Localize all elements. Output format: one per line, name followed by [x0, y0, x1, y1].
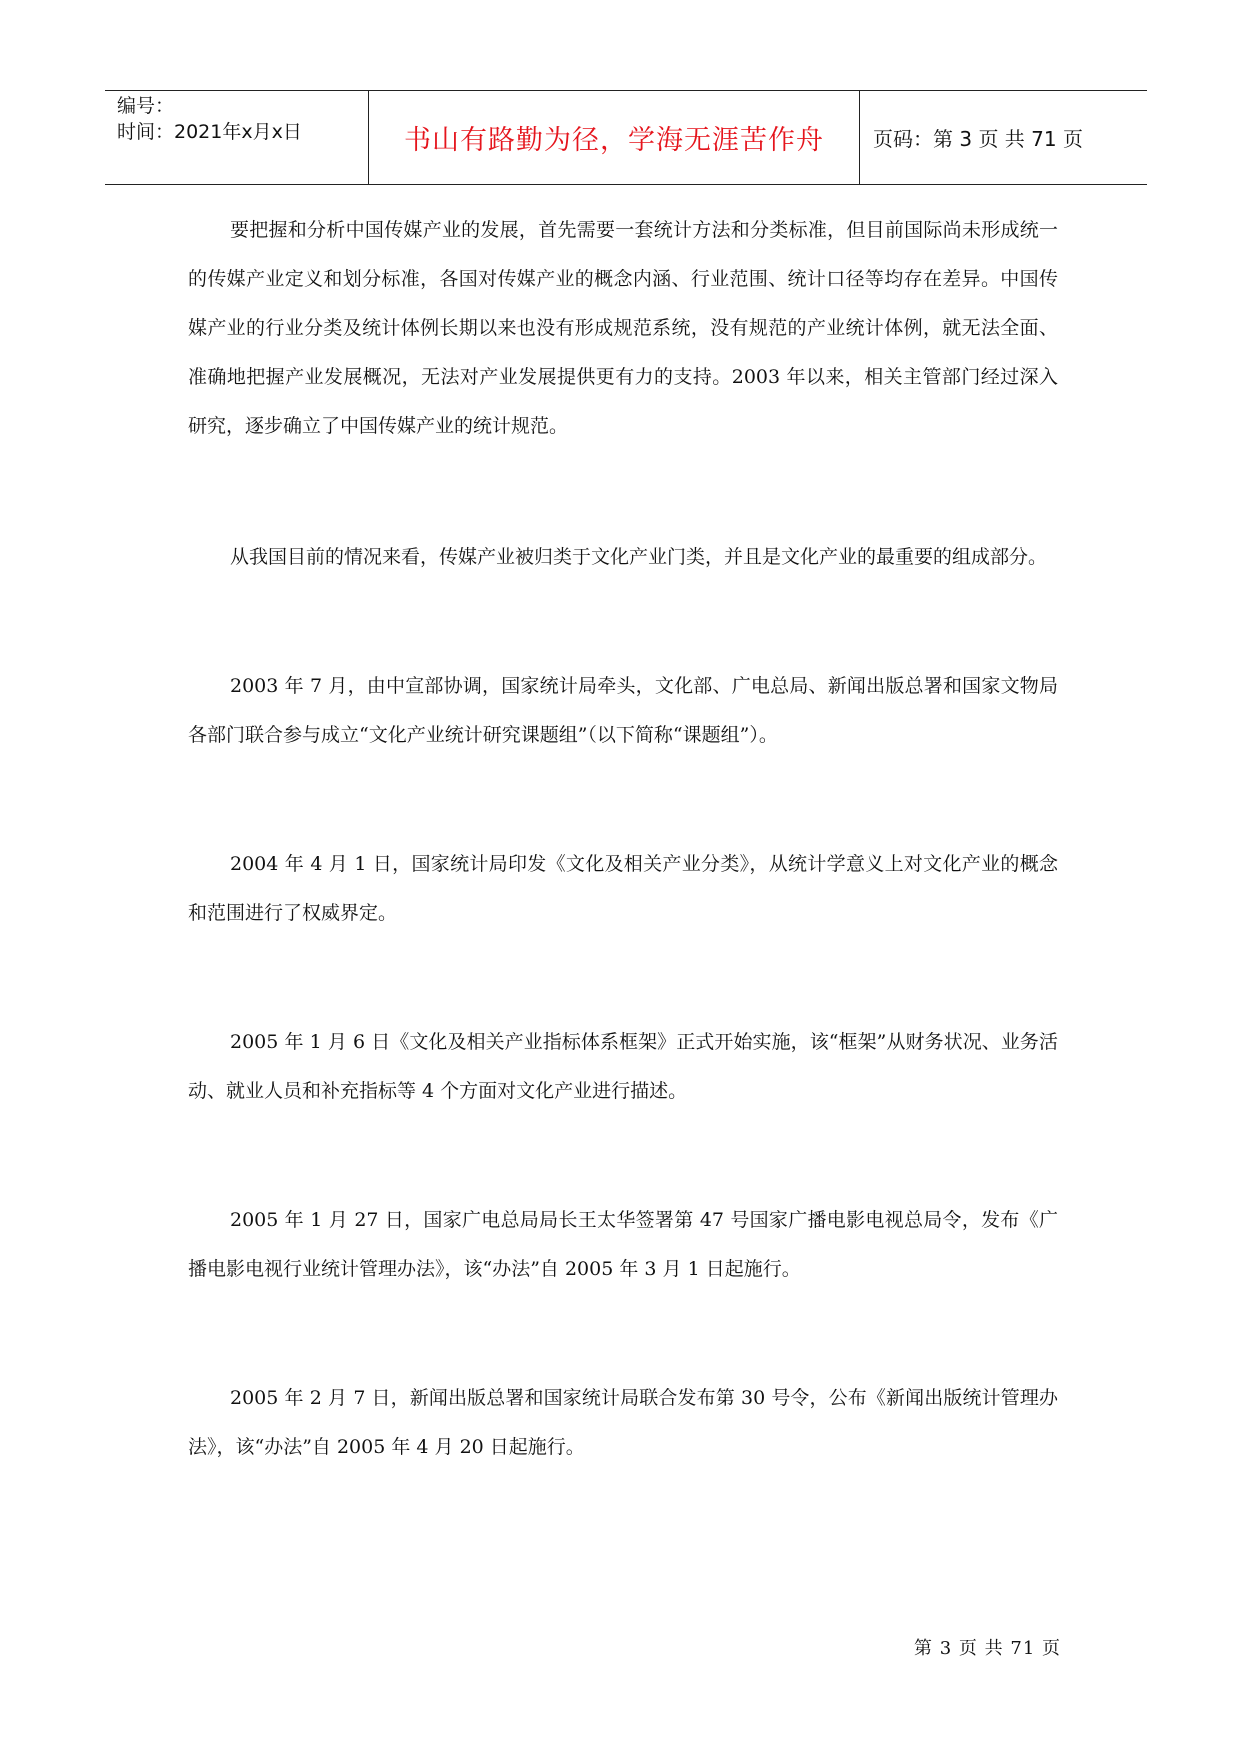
document-body [188, 206, 1058, 1552]
document-time-label: 时间：2021年x月x日 [117, 121, 302, 143]
header-meta [117, 93, 367, 145]
page-header [105, 90, 1147, 185]
page-footer-number: 第 3 页 共 71 页 [914, 1638, 1061, 1659]
body-paragraph: 要把握和分析中国传媒产业的发展，首先需要一套统计方法和分类标准，但目前国际尚未形成统一的传媒产业定义和划分标准，各国对传媒产业的概念内涵、行业范围、统计口径等均存在差异。中国传媒产业的行业分类及统计体例长期以来也没有形成规范系统，没有规范的产业统计体例，就无法全面、准确地把握产业发展概况，无法对产业发展提供更有力的支持。2003 年以来，相关主管部门经过深入研究，逐步确立了中国传媒产业的统计规范。 [188, 219, 1058, 437]
document-number-label: 编号： [117, 95, 175, 117]
header-page-number: 页码：第 3 页 共 71 页 [873, 127, 1083, 151]
header-divider [859, 91, 860, 184]
body-paragraph: 2005 年 1 月 6 日《文化及相关产业指标体系框架》正式开始实施，该“框架”从财务状况、业务活动、就业人员和补充指标等 4 个方面对文化产业进行描述。 [188, 1031, 1058, 1102]
body-paragraph: 从我国目前的情况来看，传媒产业被归类于文化产业门类，并且是文化产业的最重要的组成部分。 [230, 546, 1048, 568]
body-paragraph: 2003 年 7 月，由中宣部协调，国家统计局牵头，文化部、广电总局、新闻出版总署和国家文物局各部门联合参与成立“文化产业统计研究课题组”（以下简称“课题组”）。 [188, 675, 1058, 746]
body-paragraph: 2005 年 1 月 27 日，国家广电总局局长王太华签署第 47 号国家广播电影电视总局令，发布《广播电影电视行业统计管理办法》，该“办法”自 2005 年 3 月 1 日起施行。 [188, 1209, 1058, 1280]
body-paragraph: 2004 年 4 月 1 日，国家统计局印发《文化及相关产业分类》，从统计学意义上对文化产业的概念和范围进行了权威界定。 [188, 853, 1058, 924]
body-paragraph: 2005 年 2 月 7 日，新闻出版总署和国家统计局联合发布第 30 号令，公布《新闻出版统计管理办法》，该“办法”自 2005 年 4 月 20 日起施行。 [188, 1387, 1058, 1458]
header-motto: 书山有路勤为径，学海无涯苦作舟 [404, 125, 824, 156]
